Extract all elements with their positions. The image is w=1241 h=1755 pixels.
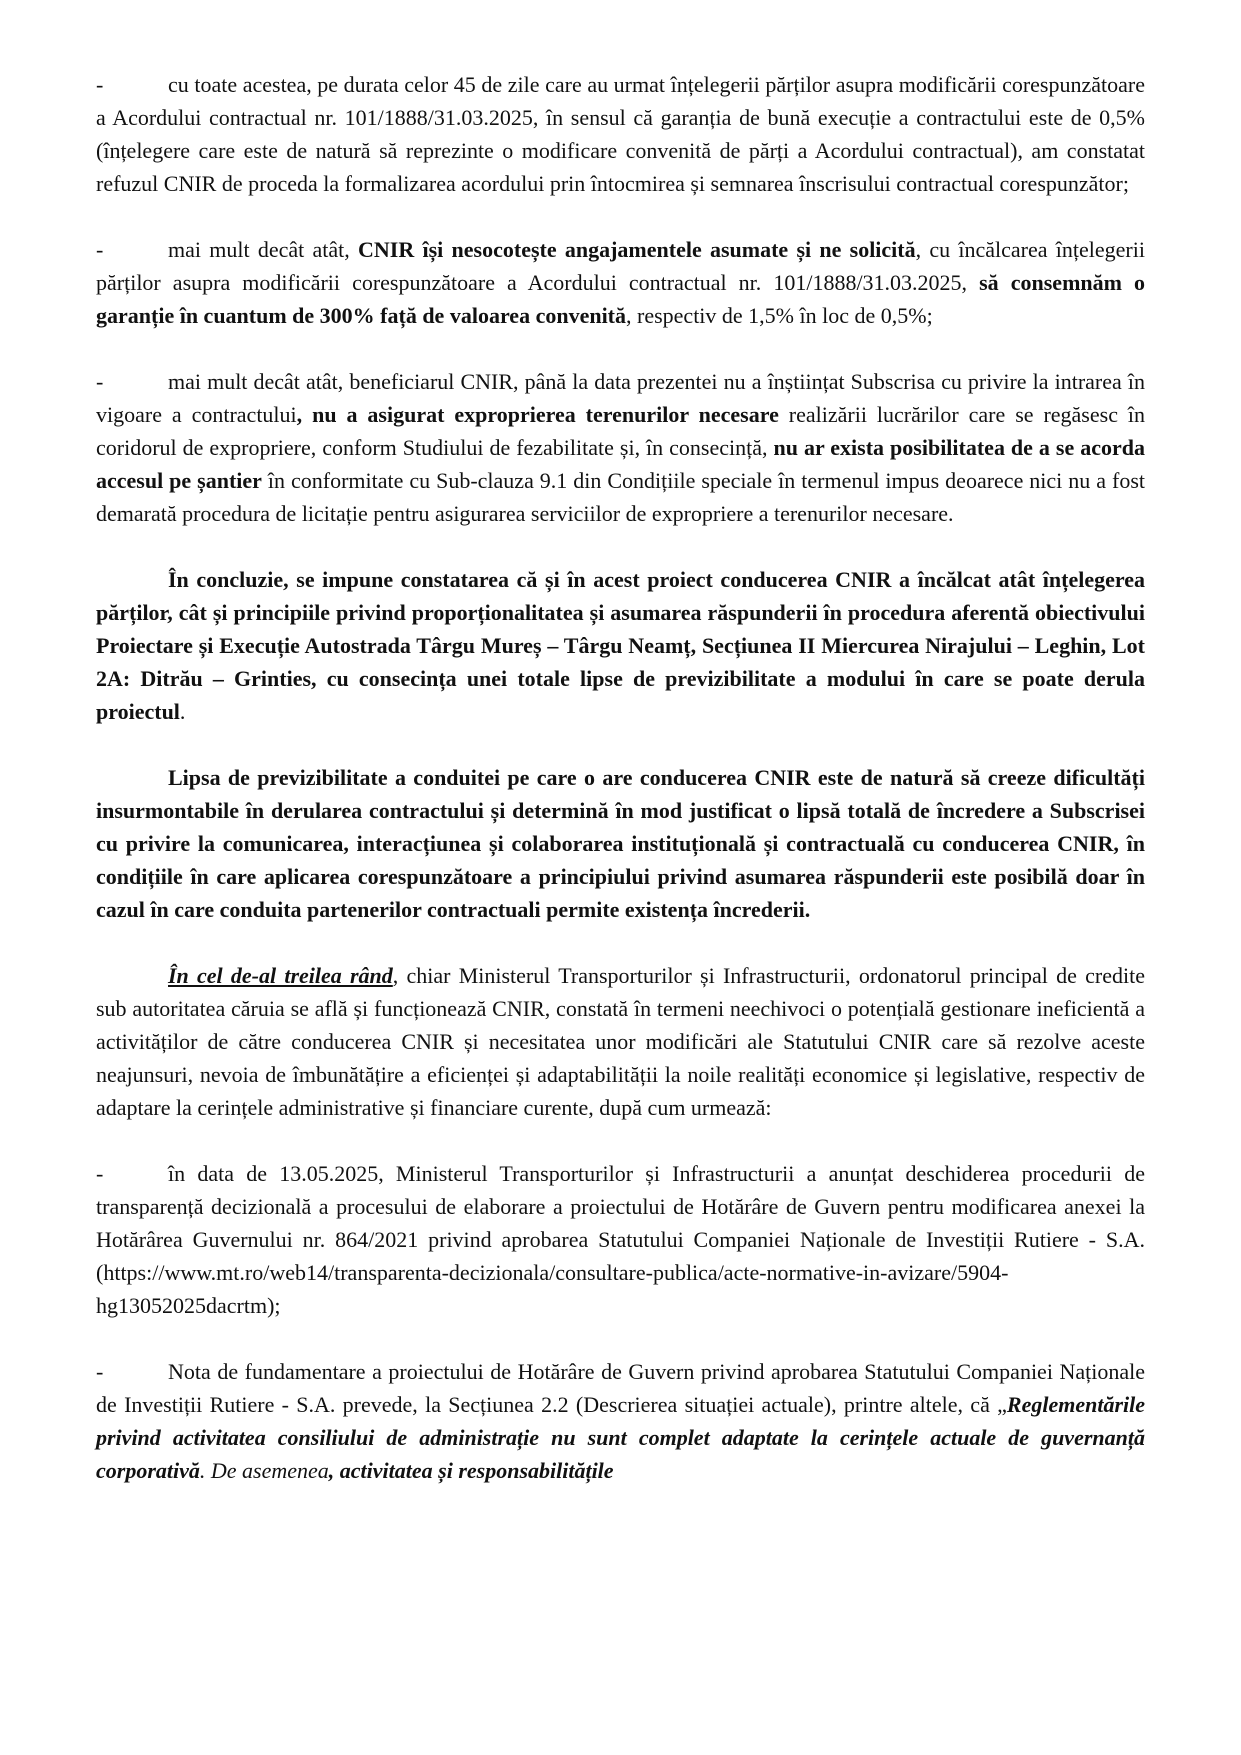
bullet-dash: - bbox=[96, 369, 104, 394]
bold-text: CNIR își nesocotește angajamentele asumate și ne solicită bbox=[358, 237, 916, 262]
italic-text: . De asemenea bbox=[199, 1458, 329, 1483]
paragraph-text: , respectiv de 1,5% în loc de 0,5%; bbox=[626, 303, 933, 328]
paragraph-text: mai mult decât atât, bbox=[168, 237, 359, 262]
bold-text: În concluzie, se impune constatarea că și în acest proiect conducerea CNIR a încălcat atât înțelegerea părților, cât și principiile privind proporționalitatea și asumarea răspunderii în procedura aferentă obiectivului Proiectare și Execuție Autostrada Târgu Mureș – Târgu Neamț, Secțiunea II Miercurea Nirajului – Leghin, Lot 2A: Ditrău – Grinties, cu consecința unei totale lipse de previzibilitate a modului în care se poate derula proiectul bbox=[96, 567, 1145, 724]
bold-text: nu ar exista posibilitatea de a se acorda accesul pe șantier bbox=[96, 435, 1145, 493]
bullet-paragraph-3 bbox=[96, 365, 1145, 530]
bullet-paragraph-2 bbox=[96, 233, 1145, 332]
paragraph-text: cu toate acestea, pe durata celor 45 de zile care au urmat înțelegerii părților asupra modificării corespunzătoare a Acordului contractual nr. 101/1888/31.03.2025, în sensul că garanția de bună execuție a contractului este de 0,5% (înțelegere care este de natură să reprezinte o modificare convenită de părți a Acordului contractual), am constatat refuzul CNIR de proceda la formalizarea acordului prin întocmirea și semnarea înscrisului contractual corespunzător; bbox=[96, 72, 1145, 196]
bullet-paragraph-1 bbox=[96, 68, 1145, 200]
paragraph-text: , chiar Ministerul Transporturilor și Infrastructurii, ordonatorul principal de credite sub autoritatea căruia se află și funcționează CNIR, constată în termeni neechivoci o potențială gestionare ineficientă a activităților de către conducerea CNIR și necesitatea unor modificări ale Statutului CNIR care să rezolve aceste neajunsuri, nevoia de îmbunătățire a eficienței și adaptabilității la noile realități economice și legislative, respectiv de adaptare la cerințele administrative și financiare curente, după cum urmează: bbox=[96, 963, 1145, 1120]
bold-italic-underlined-text: În cel de-al treilea rând bbox=[168, 963, 393, 988]
third-point-paragraph bbox=[96, 959, 1145, 1124]
bullet-dash: - bbox=[96, 237, 104, 262]
conclusion-paragraph bbox=[96, 563, 1145, 728]
paragraph-text: Nota de fundamentare a proiectului de Hotărâre de Guvern privind aprobarea Statutului Companiei Naționale de Investiții Rutiere - S.A. prevede, la Secțiunea 2.2 (Descrierea situației actuale), printre altele, că „ bbox=[96, 1359, 1145, 1417]
bold-italic-text: Reglementările privind activitatea consiliului de administrație nu sunt complet adaptate la cerințele actuale de guvernanță corporativă bbox=[96, 1392, 1145, 1483]
paragraph-text: mai mult decât atât, beneficiarul CNIR, până la data prezentei nu a înștiințat Subscrisa cu privire la intrarea în vigoare a contractului bbox=[96, 369, 1145, 427]
paragraph-text: realizării lucrărilor care se regăsesc în coridorul de expropriere, conform Studiului de fezabilitate și, în consecință, bbox=[96, 402, 1145, 460]
predictability-paragraph bbox=[96, 761, 1145, 926]
bullet-dash: - bbox=[96, 1359, 104, 1384]
bullet-dash: - bbox=[96, 72, 104, 97]
paragraph-text: . bbox=[179, 699, 186, 724]
bullet-paragraph-4 bbox=[96, 1157, 1145, 1322]
bold-text: , nu a asigurat exproprierea terenurilor necesare bbox=[296, 402, 779, 427]
bullet-dash: - bbox=[96, 1161, 104, 1186]
bold-italic-text: , activitatea și responsabilitățile bbox=[328, 1458, 614, 1483]
paragraph-text: în data de 13.05.2025, Ministerul Transporturilor și Infrastructurii a anunțat deschiderea procedurii de transparență decizională a procesului de elaborare a proiectului de Hotărâre de Guvern pentru modificarea anexei la Hotărârea Guvernului nr. 864/2021 privind aprobarea Statutului Companiei Naționale de Investiții Rutiere - S.A. (https://www.mt.ro/web14/transparenta-decizionala/consultare-publica/acte-normative-in-avizare/5904-hg13052025dacrtm); bbox=[96, 1161, 1145, 1318]
bullet-paragraph-5 bbox=[96, 1355, 1145, 1487]
bold-text: Lipsa de previzibilitate a conduitei pe care o are conducerea CNIR este de natură să creeze dificultăți insurmontabile în derularea contractului și determină în mod justificat o lipsă totală de încredere a Subscrisei cu privire la comunicarea, interacțiunea și colaborarea instituțională și contractuală cu conducerea CNIR, în condițiile în care aplicarea corespunzătoare a principiului privind asumarea răspunderii este posibilă doar în cazul în care conduita partenerilor contractuali permite existența încrederii. bbox=[96, 765, 1145, 922]
paragraph-text: în conformitate cu Sub-clauza 9.1 din Condițiile speciale în termenul impus deoarece nici nu a fost demarată procedura de licitație pentru asigurarea serviciilor de expropriere a terenurilor necesare. bbox=[96, 468, 1145, 526]
paragraph-text: , cu încălcarea înțelegerii părților asupra modificării corespunzătoare a Acordului contractual nr. 101/1888/31.03.2025, bbox=[96, 237, 1145, 295]
bold-text: să consemnăm o garanție în cuantum de 300% față de valoarea convenită bbox=[96, 270, 1146, 328]
